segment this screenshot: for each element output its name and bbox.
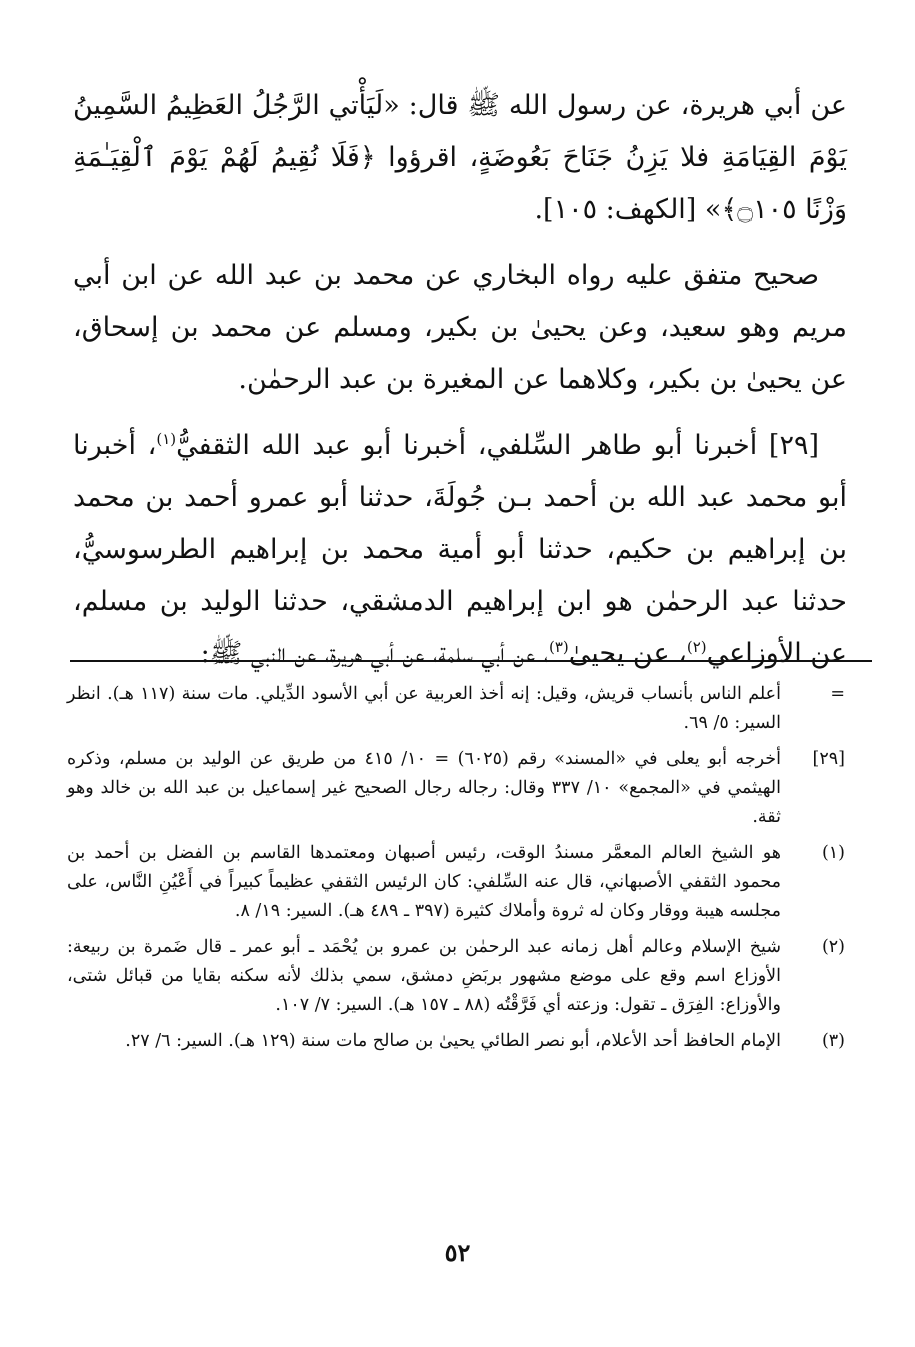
- takhrij-paragraph: [73, 250, 847, 406]
- hadith-text: عن أبي هريرة، عن رسول الله ﷺ قال: «لَيَأْتي الرَّجُلُ العَظِيمُ السَّمِينُ يَوْمَ القِيَامَةِ فلا يَزِنُ جَنَاحَ بَعُوضَةٍ، اقرؤوا ﴿فَلَا نُقِيمُ لَهُمْ يَوْمَ ٱلْقِيَـٰمَةِ وَزْنًا ۝١٠٥﴾» [الكهف: ١٠٥].: [73, 90, 847, 225]
- hadith-paragraph: [73, 80, 847, 236]
- footnotes: [67, 680, 849, 1063]
- footnote-mark: (٣): [821, 1031, 845, 1051]
- main-text: [73, 80, 847, 694]
- isnad-text-part-3: ، عن يحيىٰ: [568, 638, 687, 669]
- footnote-3: [67, 1027, 849, 1056]
- footnote-text: أعلم الناس بأنساب قريش، وقيل: إنه أخذ العربية عن أبي الأسود الدِّيلي. مات سنة (١١٧ هـ). انظر السير: ٥/ ٦٩.: [67, 684, 781, 733]
- footnote-29: [67, 745, 849, 832]
- footnote-1: [67, 839, 849, 926]
- footnote-text: هو الشيخ العالم المعمَّر مسندُ الوقت، رئيس أصبهان ومعتمدها القاسم بن الفضل بن أحمد بن محمود الثقفي الأصبهاني، قال عنه السِّلفي: كان الرئيس الثقفي عظيماً كبيراً في أَعْيُنِ النَّاس، على مجلسه هيبة ووقار وكان له ثروة وأملاك كثيرة (٣٩٧ ـ ٤٨٩ هـ). السير: ١٩/ ٨.: [67, 843, 781, 921]
- footnote-continued: [67, 680, 849, 738]
- takhrij-text: صحيح متفق عليه رواه البخاري عن محمد بن عبد الله عن ابن أبي مريم وهو سعيد، وعن يحيىٰ بن بكير، ومسلم عن محمد بن إسحاق، عن يحيىٰ بن بكير، وكلاهما عن المغيرة بن عبد الرحمٰن.: [73, 260, 847, 395]
- footnote-text: شيخ الإسلام وعالم أهل زمانه عبد الرحمٰن بن عمرو بن يُحْمَد ـ أبو عمر ـ قال ضَمرة بن ربيعة: الأوزاع اسم وقع على موضع مشهور بربَضِ دمشق، سمي بذلك لأنه سكنه بقايا من قبائل شتى، والأوزاع: الفِرَق ـ تقول: وزعته أي فَرَّقْتُه (٨٨ ـ ١٥٧ هـ). السير: ٧/ ١٠٧.: [67, 937, 781, 1015]
- footnote-mark: (٢): [821, 937, 845, 957]
- footnote-ref-1[interactable]: (١): [156, 430, 177, 448]
- footnote-mark: [٢٩]: [812, 749, 845, 769]
- isnad-text-part-4: ، عن أبي سلمة، عن أبي هريرة، عن النبي ﷺ:: [200, 638, 549, 669]
- footnote-ref-3[interactable]: (٣): [548, 638, 569, 656]
- footnote-2: [67, 933, 849, 1020]
- page-number: ٥٢: [444, 1238, 471, 1267]
- isnad-text-part-1: [٢٩] أخبرنا أبو طاهر السِّلفي، أخبرنا أبو عبد الله الثقفيُّ: [176, 430, 819, 461]
- footnote-ref-2[interactable]: (٢): [686, 638, 707, 656]
- footnote-text: الإمام الحافظ أحد الأعلام، أبو نصر الطائي يحيىٰ بن صالح مات سنة (١٢٩ هـ). السير: ٦/ ٢٧.: [125, 1031, 781, 1051]
- footnote-divider: [70, 660, 872, 662]
- isnad-paragraph: [73, 420, 847, 680]
- isnad-text-part-2: ، أخبرنا أبو محمد عبد الله بن أحمد بـن جُولَةَ، حدثنا أبو عمرو أحمد بن محمد بن إبراهيم بن حكيم، حدثنا أبو أمية محمد بن إبراهيم الطرسوسيُّ، حدثنا عبد الرحمٰن هو ابن إبراهيم الدمشقي، حدثنا الوليد بن مسلم، عن الأوزاعي: [73, 430, 847, 669]
- footnote-mark: (١): [821, 843, 845, 863]
- footnote-text: أخرجه أبو يعلى في «المسند» رقم (٦٠٢٥) = ١٠/ ٤١٥ من طريق عن الوليد بن مسلم، وذكره الهيثمي في «المجمع» ١٠/ ٣٣٧ وقال: رجاله رجال الصحيح غير إسماعيل بن عبد الله بن خالد وهو ثقة.: [67, 749, 781, 827]
- footnote-mark: =: [830, 684, 845, 704]
